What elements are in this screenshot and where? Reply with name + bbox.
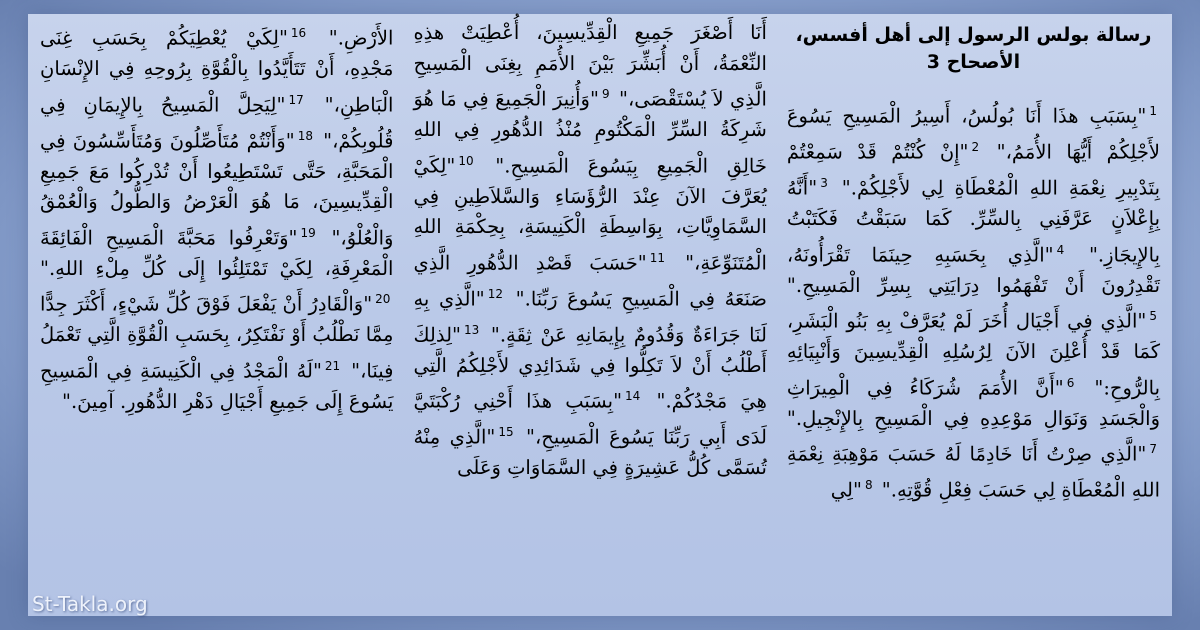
verse-number: 19 xyxy=(300,225,316,240)
chapter-title: الأصحاح 3 xyxy=(926,51,1021,73)
verse-text: "وَأُنِيرَ الْجَمِيعَ فِي مَا هُوَ شَرِكَةُ السِّرِّ الْمَكْتُومِ مُنْذُ الدُّهُورِ فِي اللهِ خَالِقِ الْجَمِيعِ بِيَسُوعَ الْمَسِيحِ." xyxy=(413,87,767,177)
verse-number: 20 xyxy=(375,292,391,306)
verse-number: 8 xyxy=(864,478,873,492)
verse-text: "لِيَحِلَّ الْمَسِيحُ بِالإِيمَانِ فِي قُلُوبِكُمْ،" xyxy=(40,93,394,152)
verse-number: 4 xyxy=(1056,242,1065,257)
verse-number: 17 xyxy=(288,92,304,107)
verse-list xyxy=(413,18,766,484)
book-title: رسالة بولس الرسول إلى أهل أفسس، xyxy=(795,24,1152,46)
verse-number: 18 xyxy=(297,128,313,143)
verse-text: "لِكَيْ يُعْطِيَكُمْ بِحَسَبِ غِنَى مَجْدِهِ، أَنْ تَتَأَيَّدُوا بِالْقُوَّةِ بِرُوحِهِ فِي الإِنْسَانِ الْبَاطِنِ،" xyxy=(40,26,394,116)
verse-number: 14 xyxy=(625,389,641,403)
verse-text: "بِسَبَبِ هذَا أَحْنِي رُكْبَتَيَّ لَدَى أَبِي رَبِّنَا يَسُوعَ الْمَسِيحِ،" xyxy=(413,389,767,449)
verse-list xyxy=(40,18,393,417)
column-2 xyxy=(413,18,766,618)
columns-container xyxy=(40,18,1160,618)
verse-text: "الَّذِي بِحَسَبِهِ حِينَمَا تَقْرَأُونَهُ، تَقْدِرُونَ أَنْ تَفْهَمُوا دِرَايَتِي بِسِرِّ الْمَسِيحِ." xyxy=(786,243,1160,297)
verse-text: "أَنَّهُ بِإِعْلاَنٍ عَرَّفَنِي بِالسِّرِّ. كَمَا سَبَقْتُ فَكَتَبْتُ بِالإِيجَازِ." xyxy=(786,176,1160,266)
verse-number: 12 xyxy=(487,286,504,301)
verse-number: 5 xyxy=(1149,309,1157,323)
verse-number: 11 xyxy=(649,250,666,265)
verse-text: "بِسَبَبِ هذَا أَنَا بُولُسُ، أَسِيرُ الْمَسِيحِ يَسُوعَ لأَجْلِكُمْ أَيُّهَا الأُمَمُ،" xyxy=(786,104,1160,164)
verse-text: "الَّذِي صِرْتُ أَنَا خَادِمًا لَهُ حَسَبَ مَوْهِبَةِ نِعْمَةِ اللهِ الْمُعْطَاةِ لِي حَسَبَ فِعْلِ قُوَّتِهِ." xyxy=(786,442,1160,502)
verse-number: 16 xyxy=(290,26,307,40)
verse-text: "وَالْقَادِرُ أَنْ يَفْعَلَ فَوْقَ كُلِّ شَيْءٍ، أَكْثَرَ جِدًّا مِمَّا نَطْلُبُ أَوْ نَفْتَكِرُ، بِحَسَبِ الْقُوَّةِ الَّتِي تَعْمَلُ فِينَا،" xyxy=(40,292,394,382)
verse-list xyxy=(787,96,1160,506)
verse-number: 21 xyxy=(324,358,341,373)
verse-text: الأَرْضِ." xyxy=(309,26,394,50)
verse-text: "لَهُ الْمَجْدُ فِي الْكَنِيسَةِ فِي الْمَسِيحِ يَسُوعَ إِلَى جَمِيعِ أَجْيَالِ دَهْرِ الدُّهُورِ. آمِينَ." xyxy=(40,359,394,413)
verse-text: "لِذلِكَ أَطْلُبُ أَنْ لاَ تَكِلُّوا فِي شَدَائِدِي لأَجْلِكُمُ الَّتِي هِيَ مَجْدُكُمْ." xyxy=(413,323,767,413)
verse-number: 6 xyxy=(1066,375,1075,390)
verse-number: 15 xyxy=(498,425,514,439)
chapter-header xyxy=(787,22,1160,76)
column-1 xyxy=(787,18,1160,618)
site-watermark: St-Takla.org xyxy=(32,592,148,616)
verse-text: "الَّذِي فِي أَجْيَال أُخَرَ لَمْ يُعَرَّفْ بِهِ بَنُو الْبَشَرِ، كَمَا قَدْ أُعْلِنَ الآنَ لِرُسُلِهِ الْقِدِّيسِينَ وَأَنْبِيَائِهِ بِالرُّوحِ:" xyxy=(786,309,1160,399)
verse-number: 2 xyxy=(971,140,980,154)
column-3 xyxy=(40,18,393,618)
verse-text: "وَتَعْرِفُوا مَحَبَّةَ الْمَسِيحِ الْفَائِقَةَ الْمَعْرِفَةِ، لِكَيْ تَمْتَلِئُوا إِلَى كُلِّ مِلْءِ اللهِ." xyxy=(40,226,394,280)
verse-number: 10 xyxy=(458,153,474,168)
verse-number: 7 xyxy=(1149,442,1157,456)
verse-text: "الَّذِي بِهِ لَنَا جَرَاءَةٌ وَقُدُومٌ بِإِيمَانِهِ عَنْ ثِقَةٍ." xyxy=(413,287,767,346)
verse-text: أَنَا أَصْغَرَ جَمِيعِ الْقِدِّيسِينَ، أُعْطِيَتْ هذِهِ النِّعْمَةُ، أَنْ أُبَشِّرَ بَيْنَ الأُمَمِ بِغِنَى الْمَسِيحِ الَّذِي لاَ يُسْتَقْصَى،" xyxy=(413,21,767,111)
verse-text: "وَأَنْتُمْ مُتَأَصِّلُونَ وَمُتَأَسِّسُونَ فِي الْمَحَبَّةِ، حَتَّى تَسْتَطِيعُوا أَنْ تُدْرِكُوا مَعَ جَمِيعِ الْقِدِّيسِينَ، مَا هُوَ الْعَرْضُ وَالطُّولُ وَالْعُمْقُ وَالْعُلْوُ،" xyxy=(40,129,394,249)
verse-text: "الَّذِي مِنْهُ تُسَمَّى كُلُّ عَشِيرَةٍ فِي السَّمَاوَاتِ وَعَلَى xyxy=(413,425,767,479)
verse-number: 9 xyxy=(601,87,610,101)
verse-text: "لِكَيْ يُعَرَّفَ الآنَ عِنْدَ الرُّؤَسَاءِ وَالسَّلاَطِينِ فِي السَّمَاوِيَّاتِ، بِوَاسِطَةِ الْكَنِيسَةِ، بِحِكْمَةِ اللهِ الْمُتَنَوِّعَةِ،" xyxy=(413,154,767,274)
verse-number: 3 xyxy=(820,176,828,190)
verse-number: 13 xyxy=(463,322,480,337)
verse-text: "إِنْ كُنْتُمْ قَدْ سَمِعْتُمْ بِتَدْبِيرِ نِعْمَةِ اللهِ الْمُعْطَاةِ لِي لأَجْلِكُمْ." xyxy=(786,140,1160,200)
verse-text: "لِي xyxy=(830,478,862,502)
verse-number: 1 xyxy=(1149,104,1157,118)
verse-text: "أَنَّ الأُمَمَ شُرَكَاءُ فِي الْمِيرَاثِ وَالْجَسَدِ وَنَوَالِ مَوْعِدِهِ فِي الْمَسِيحِ بِالإِنْجِيلِ." xyxy=(786,376,1160,430)
verse-text: "حَسَبَ قَصْدِ الدُّهُورِ الَّذِي صَنَعَهُ فِي الْمَسِيحِ يَسُوعَ رَبِّنَا." xyxy=(413,251,767,310)
